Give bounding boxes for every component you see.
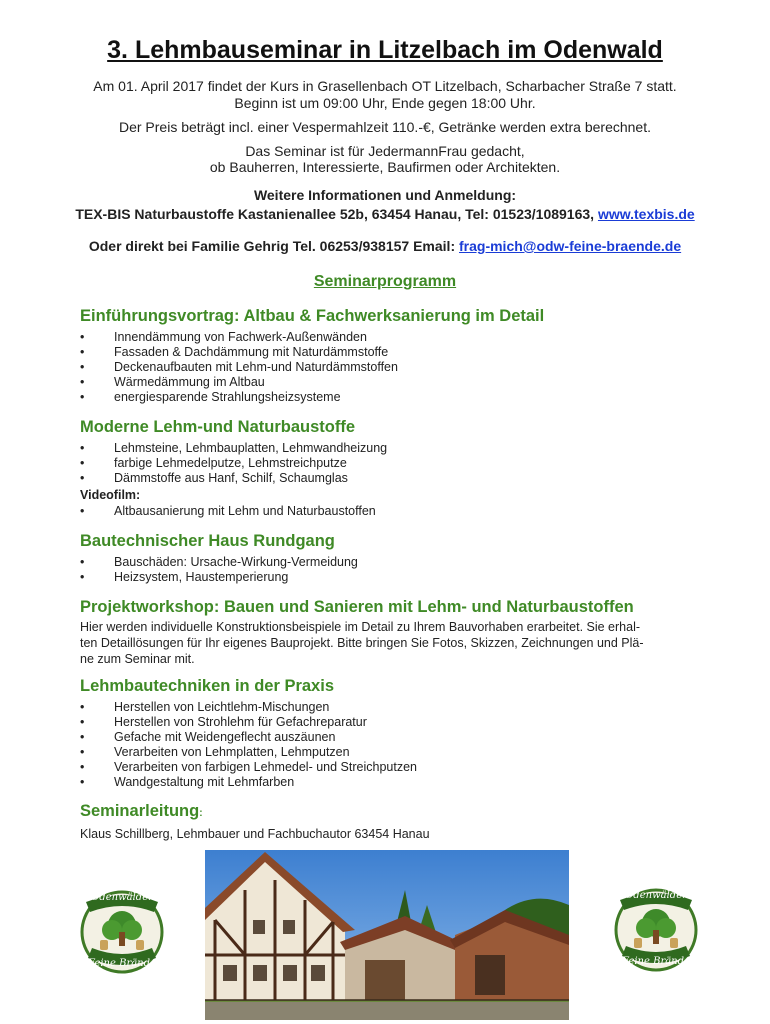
list-item: • energiesparende Strahlungsheizsysteme: [80, 390, 398, 405]
list-item: • Bauschäden: Ursache-Wirkung-Vermeidung: [80, 555, 358, 570]
list-item: • Fassaden & Dachdämmung mit Naturdämmstoffe: [80, 345, 398, 360]
intro-audience-line: Das Seminar ist für JedermannFrau gedacht,: [245, 143, 525, 159]
list-item: • Wärmedämmung im Altbau: [80, 375, 398, 390]
intro-time-line: Beginn ist um 09:00 Uhr, Ende gegen 18:00 Uhr.: [234, 95, 536, 111]
contact-family-line: [0, 238, 770, 254]
workshop-text-line: ne zum Seminar mit.: [80, 652, 195, 666]
materials-list: [80, 441, 387, 486]
section-heading-intro-talk: Einführungsvortrag: Altbau & Fachwerksanierung im Detail: [80, 307, 545, 325]
house-tour-list: [80, 555, 358, 585]
list-item: • Wandgestaltung mit Lehmfarben: [80, 775, 417, 790]
list-item: • Dämmstoffe aus Hanf, Schilf, Schaumglas: [80, 471, 387, 486]
contact-heading: Weitere Informationen und Anmeldung:: [253, 187, 517, 203]
seminar-lead-heading-text: Seminarleitung: [80, 802, 200, 820]
website-link[interactable]: www.texbis.de: [597, 206, 695, 222]
email-link[interactable]: frag-mich@odw-feine-braende.de: [459, 238, 682, 254]
farmhouse-image: [205, 850, 569, 1020]
list-item: • Herstellen von Strohlehm für Gefachreparatur: [80, 715, 417, 730]
section-heading-techniques: Lehmbautechniken in der Praxis: [80, 677, 334, 695]
logo-top-text: Odenwälder: [91, 892, 153, 903]
logo-bottom-text: Feine Brände: [622, 956, 690, 967]
workshop-text-line: Hier werden individuelle Konstruktionsbeispiele im Detail zu Ihrem Bauvorhaben erarbeitet. Sie erhal-: [80, 620, 641, 634]
list-item: • Gefache mit Weidengeflecht auszäunen: [80, 730, 417, 745]
logo-top-text: Odenwälder: [625, 890, 687, 901]
section-heading-materials: Moderne Lehm-und Naturbaustoffe: [80, 418, 355, 436]
contact-company-line: [0, 206, 770, 222]
odenwaelder-logo-left: [72, 880, 172, 980]
intro-price-line: Der Preis beträgt incl. einer Vespermahlzeit 110.-€, Getränke werden extra berechnet.: [118, 119, 651, 135]
list-item: • Altbausanierung mit Lehm und Naturbaustoffen: [80, 504, 376, 519]
list-item: • Innendämmung von Fachwerk-Außenwänden: [80, 330, 398, 345]
seminar-lead-text: Klaus Schillberg, Lehmbauer und Fachbuchautor 63454 Hanau: [80, 827, 430, 841]
list-item: • Deckenaufbauten mit Lehm-und Naturdämmstoffen: [80, 360, 398, 375]
video-list: [80, 504, 376, 519]
page-title: 3. Lehmbauseminar in Litzelbach im Odenwald: [107, 36, 663, 64]
odenwaelder-logo-right: [606, 878, 706, 978]
farmhouse-photo: [205, 850, 569, 1020]
contact-family-text: Oder direkt bei Familie Gehrig Tel. 06253/938157 Email:: [88, 238, 459, 254]
contact-company-text: TEX-BIS Naturbaustoffe Kastanienallee 52b, 63454 Hanau, Tel: 01523/1089163,: [75, 206, 598, 222]
logo-bottom-text: Feine Brände: [88, 958, 156, 969]
techniques-list: [80, 700, 417, 790]
list-item: • Lehmsteine, Lehmbauplatten, Lehmwandheizung: [80, 441, 387, 456]
list-item: • Heizsystem, Haustemperierung: [80, 570, 358, 585]
intro-talk-list: [80, 330, 398, 405]
intro-date-line: Am 01. April 2017 findet der Kurs in Grasellenbach OT Litzelbach, Scharbacher Straße 7 statt.: [93, 78, 677, 94]
workshop-text-line: ten Detaillösungen für Ihr eigenes Bauprojekt. Bitte bringen Sie Fotos, Skizzen, Zeichnungen und Plä-: [80, 636, 644, 650]
list-item: • Verarbeiten von farbigen Lehmedel- und Streichputzen: [80, 760, 417, 775]
section-heading-workshop: Projektworkshop: Bauen und Sanieren mit Lehm- und Naturbaustoffen: [80, 598, 634, 616]
program-title: Seminarprogramm: [313, 273, 457, 290]
video-label: Videofilm:: [80, 488, 141, 502]
intro-audience-line-2: ob Bauherren, Interessierte, Baufirmen oder Architekten.: [209, 159, 561, 175]
section-heading-seminar-lead: [80, 802, 203, 821]
list-item: • Herstellen von Leichtlehm-Mischungen: [80, 700, 417, 715]
list-item: • farbige Lehmedelputze, Lehmstreichputze: [80, 456, 387, 471]
section-heading-house-tour: Bautechnischer Haus Rundgang: [80, 532, 335, 550]
seminar-lead-heading-suffix: :: [199, 808, 203, 819]
list-item: • Verarbeiten von Lehmplatten, Lehmputzen: [80, 745, 417, 760]
